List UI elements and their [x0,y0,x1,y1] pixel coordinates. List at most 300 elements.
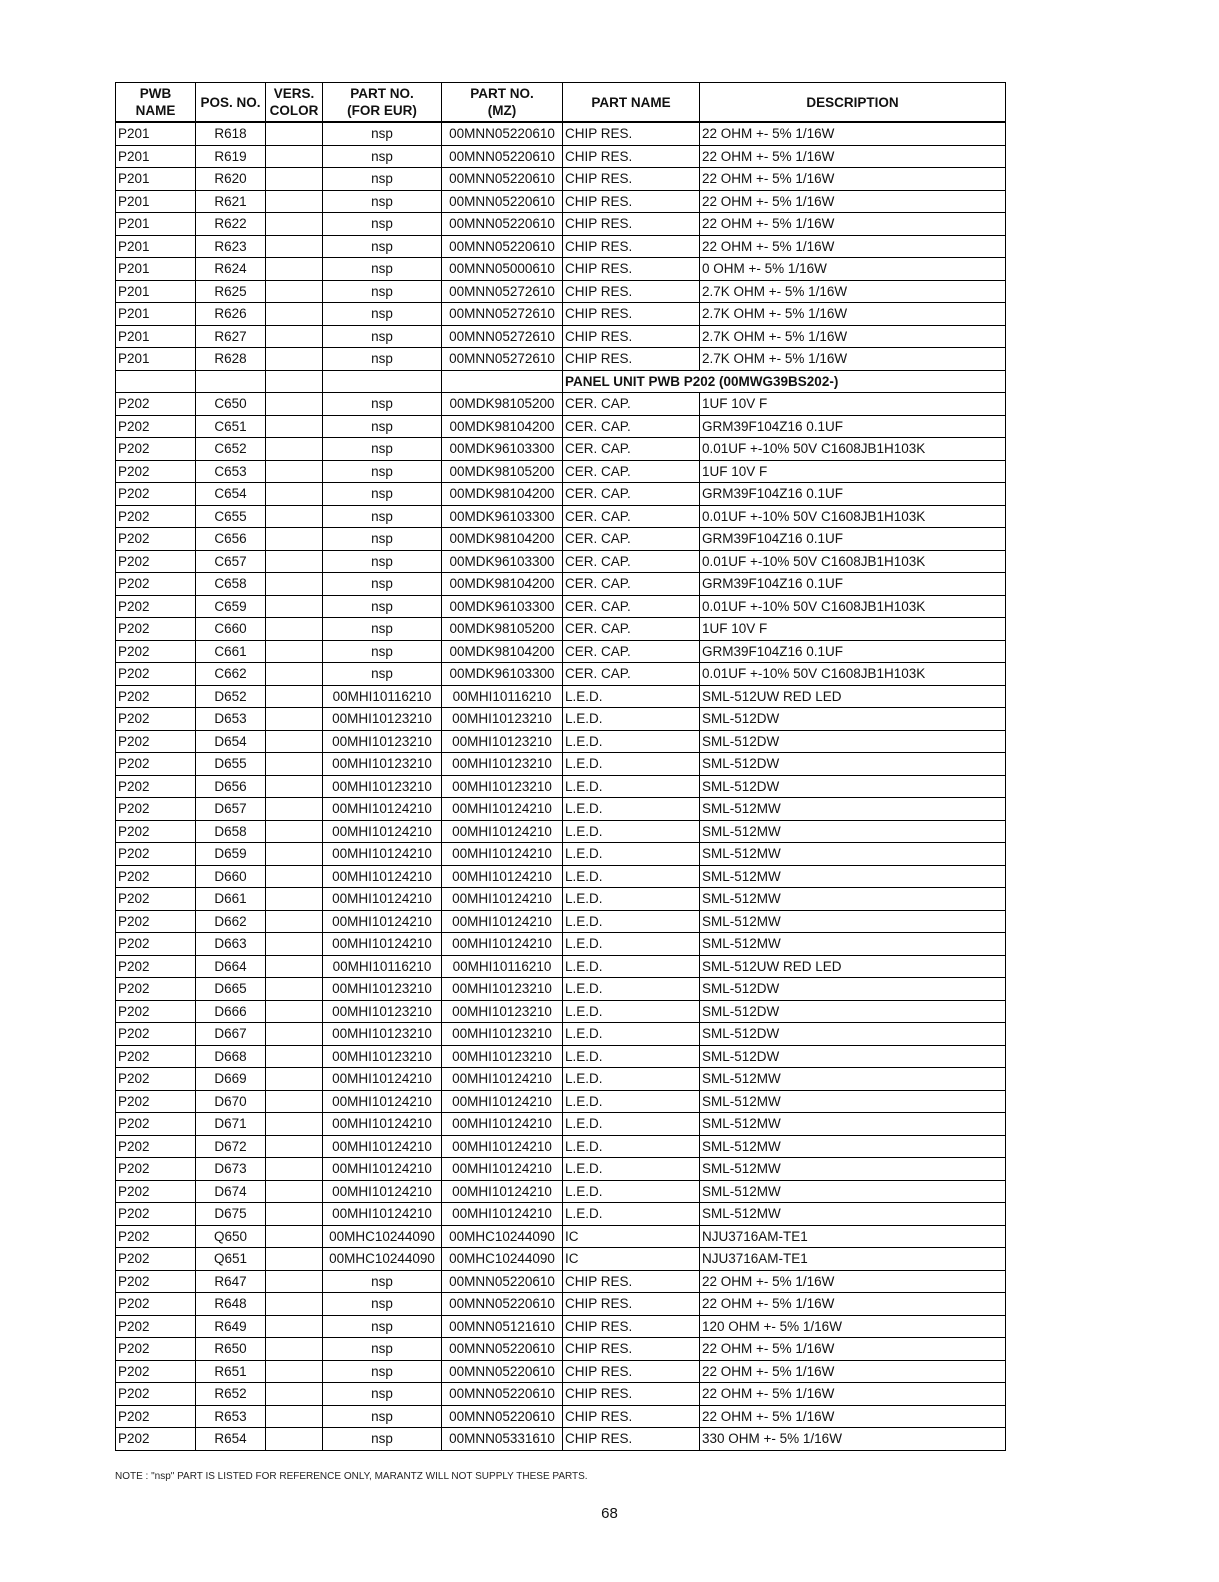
part-no-mz-cell: 00MNN05331610 [442,1428,563,1451]
part-no-eur-cell: 00MHI10123210 [323,730,442,753]
table-row [116,438,1006,461]
pwb-name-cell: P202 [116,1248,196,1271]
part-no-mz-cell: 00MDK98104200 [442,415,563,438]
pos-no-cell: D663 [196,933,266,956]
part-no-eur-cell: nsp [323,618,442,641]
pwb-name-cell: P202 [116,865,196,888]
part-no-mz-cell: 00MHI10124210 [442,798,563,821]
pwb-name-cell: P202 [116,663,196,686]
part-no-mz-cell: 00MDK96103300 [442,550,563,573]
part-no-eur-cell: nsp [323,595,442,618]
pos-no-cell: D654 [196,730,266,753]
pwb-name-cell: P202 [116,438,196,461]
pwb-name-cell: P202 [116,460,196,483]
part-no-mz-cell: 00MHI10124210 [442,1158,563,1181]
table-row [116,1203,1006,1226]
part-no-mz-cell: 00MHC10244090 [442,1225,563,1248]
part-no-mz-cell: 00MDK98105200 [442,460,563,483]
description-cell: SML-512MW [700,843,1006,866]
pos-no-cell: C652 [196,438,266,461]
part-no-mz-cell: 00MHI10123210 [442,1023,563,1046]
pwb-name-cell: P201 [116,235,196,258]
pos-no-cell: D661 [196,888,266,911]
vers-color-cell [266,618,323,641]
pos-no-cell: C655 [196,505,266,528]
pos-no-cell: D673 [196,1158,266,1181]
part-no-mz-cell: 00MHI10124210 [442,843,563,866]
part-no-eur-cell: nsp [323,1360,442,1383]
part-no-mz-cell: 00MHC10244090 [442,1248,563,1271]
table-row [116,505,1006,528]
pos-no-cell: R618 [196,122,266,145]
description-cell: SML-512MW [700,1180,1006,1203]
pwb-name-cell: P202 [116,528,196,551]
part-name-cell: CHIP RES. [563,122,700,145]
pwb-name-cell: P202 [116,1293,196,1316]
pwb-name-cell: P202 [116,978,196,1001]
table-row [116,1068,1006,1091]
part-name-cell: CHIP RES. [563,1293,700,1316]
description-cell: 22 OHM +- 5% 1/16W [700,122,1006,145]
table-row [116,1405,1006,1428]
pos-no-cell: R627 [196,325,266,348]
table-row [116,483,1006,506]
pos-no-cell: R650 [196,1338,266,1361]
description-cell: 0.01UF +-10% 50V C1608JB1H103K [700,663,1006,686]
pwb-name-cell: P202 [116,393,196,416]
description-cell: SML-512MW [700,865,1006,888]
table-row [116,1428,1006,1451]
table-row [116,415,1006,438]
part-name-cell: L.E.D. [563,865,700,888]
part-no-eur-cell: nsp [323,550,442,573]
pwb-name-cell: P202 [116,820,196,843]
part-no-eur-cell: nsp [323,663,442,686]
part-no-mz-cell: 00MNN05272610 [442,303,563,326]
description-cell: 330 OHM +- 5% 1/16W [700,1428,1006,1451]
description-cell: 0.01UF +-10% 50V C1608JB1H103K [700,550,1006,573]
pos-no-cell: C653 [196,460,266,483]
pos-no-cell: D660 [196,865,266,888]
table-row [116,235,1006,258]
pwb-name-cell: P202 [116,753,196,776]
part-no-mz-cell: 00MHI10123210 [442,730,563,753]
pwb-name-cell: P202 [116,798,196,821]
pwb-name-cell: P202 [116,843,196,866]
part-no-eur-cell: nsp [323,415,442,438]
vers-color-cell [266,753,323,776]
pos-no-cell: D667 [196,1023,266,1046]
table-row [116,1158,1006,1181]
footnote: NOTE : "nsp" PART IS LISTED FOR REFERENCE ONLY, MARANTZ WILL NOT SUPPLY THESE PARTS. [115,1471,588,1482]
description-cell: GRM39F104Z16 0.1UF [700,483,1006,506]
part-no-eur-cell: 00MHI10124210 [323,798,442,821]
part-no-eur-cell: 00MHI10124210 [323,1158,442,1181]
part-name-cell: CER. CAP. [563,415,700,438]
description-cell: SML-512MW [700,933,1006,956]
part-no-eur-cell: 00MHI10123210 [323,708,442,731]
pos-no-cell: R626 [196,303,266,326]
table-row [116,1270,1006,1293]
part-name-cell: CHIP RES. [563,190,700,213]
pos-no-cell: R651 [196,1360,266,1383]
pwb-name-cell: P201 [116,213,196,236]
description-cell: GRM39F104Z16 0.1UF [700,415,1006,438]
description-cell: SML-512MW [700,910,1006,933]
header-part-no-mz: PART NO. (MZ) [442,83,563,123]
table-row [116,1113,1006,1136]
part-no-mz-cell: 00MDK98105200 [442,618,563,641]
description-cell: SML-512MW [700,1158,1006,1181]
pos-no-cell: Q651 [196,1248,266,1271]
pwb-name-cell: P202 [116,415,196,438]
description-cell: SML-512DW [700,775,1006,798]
description-cell: 22 OHM +- 5% 1/16W [700,235,1006,258]
table-row [116,168,1006,191]
part-no-eur-cell: nsp [323,640,442,663]
vers-color-cell [266,460,323,483]
pos-no-cell: R619 [196,145,266,168]
part-no-eur-cell: nsp [323,303,442,326]
header-pwb-name: PWB NAME [116,83,196,123]
part-no-mz-cell [442,370,563,393]
table-row [116,730,1006,753]
description-cell: 22 OHM +- 5% 1/16W [700,1405,1006,1428]
description-cell: 1UF 10V F [700,618,1006,641]
part-no-eur-cell: nsp [323,483,442,506]
vers-color-cell [266,1158,323,1181]
pos-no-cell: C658 [196,573,266,596]
part-name-cell: L.E.D. [563,1090,700,1113]
part-name-cell: CER. CAP. [563,573,700,596]
vers-color-cell [266,550,323,573]
description-cell: 0 OHM +- 5% 1/16W [700,258,1006,281]
part-no-eur-cell: 00MHI10124210 [323,1135,442,1158]
pos-no-cell [196,370,266,393]
vers-color-cell [266,438,323,461]
description-cell: 2.7K OHM +- 5% 1/16W [700,280,1006,303]
table-row [116,618,1006,641]
table-row [116,190,1006,213]
pwb-name-cell: P202 [116,1383,196,1406]
table-row [116,145,1006,168]
part-name-cell: CHIP RES. [563,168,700,191]
vers-color-cell [266,145,323,168]
vers-color-cell [266,1045,323,1068]
part-no-eur-cell: 00MHI10116210 [323,955,442,978]
vers-color-cell [266,1248,323,1271]
part-no-eur-cell: nsp [323,280,442,303]
vers-color-cell [266,1338,323,1361]
vers-color-cell [266,370,323,393]
vers-color-cell [266,1225,323,1248]
part-no-eur-cell: 00MHI10123210 [323,1023,442,1046]
description-cell: 2.7K OHM +- 5% 1/16W [700,348,1006,371]
pos-no-cell: C656 [196,528,266,551]
pos-no-cell: D670 [196,1090,266,1113]
pwb-name-cell: P201 [116,122,196,145]
pos-no-cell: D657 [196,798,266,821]
part-name-cell: L.E.D. [563,775,700,798]
part-no-mz-cell: 00MHI10123210 [442,978,563,1001]
pos-no-cell: D666 [196,1000,266,1023]
part-name-cell: CHIP RES. [563,1315,700,1338]
part-no-mz-cell: 00MNN05220610 [442,122,563,145]
table-row [116,685,1006,708]
table-row [116,910,1006,933]
pwb-name-cell: P202 [116,1090,196,1113]
table-row [116,820,1006,843]
part-no-eur-cell: nsp [323,438,442,461]
pos-no-cell: D674 [196,1180,266,1203]
part-no-eur-cell: 00MHI10124210 [323,1068,442,1091]
description-cell: SML-512DW [700,978,1006,1001]
table-row [116,258,1006,281]
part-name-cell: CHIP RES. [563,280,700,303]
table-row [116,1045,1006,1068]
part-name-cell: L.E.D. [563,1203,700,1226]
part-no-mz-cell: 00MHI10124210 [442,1180,563,1203]
part-no-eur-cell: nsp [323,1293,442,1316]
part-no-mz-cell: 00MHI10124210 [442,865,563,888]
pwb-name-cell: P202 [116,910,196,933]
part-name-cell: CHIP RES. [563,1338,700,1361]
part-no-mz-cell: 00MNN05220610 [442,213,563,236]
part-name-cell: CHIP RES. [563,235,700,258]
part-no-eur-cell: 00MHI10124210 [323,820,442,843]
part-no-eur-cell: nsp [323,505,442,528]
part-no-mz-cell: 00MHI10123210 [442,708,563,731]
table-row [116,1090,1006,1113]
pos-no-cell: R625 [196,280,266,303]
description-cell: 0.01UF +-10% 50V C1608JB1H103K [700,595,1006,618]
part-no-mz-cell: 00MDK98104200 [442,483,563,506]
part-no-eur-cell: 00MHC10244090 [323,1225,442,1248]
part-name-cell: L.E.D. [563,955,700,978]
description-cell: 2.7K OHM +- 5% 1/16W [700,325,1006,348]
pwb-name-cell: P202 [116,1360,196,1383]
part-name-cell: L.E.D. [563,1180,700,1203]
part-no-mz-cell: 00MNN05220610 [442,1405,563,1428]
vers-color-cell [266,1000,323,1023]
part-name-cell: CER. CAP. [563,460,700,483]
part-no-eur-cell: 00MHI10124210 [323,1113,442,1136]
part-name-cell: L.E.D. [563,978,700,1001]
part-name-cell: CER. CAP. [563,393,700,416]
part-no-mz-cell: 00MHI10124210 [442,820,563,843]
part-name-cell: L.E.D. [563,910,700,933]
part-no-mz-cell: 00MDK96103300 [442,663,563,686]
pos-no-cell: D659 [196,843,266,866]
part-no-mz-cell: 00MNN05220610 [442,190,563,213]
pos-no-cell: D672 [196,1135,266,1158]
pos-no-cell: D652 [196,685,266,708]
description-cell: SML-512MW [700,820,1006,843]
pwb-name-cell: P202 [116,1113,196,1136]
description-cell: 120 OHM +- 5% 1/16W [700,1315,1006,1338]
part-no-mz-cell: 00MNN05220610 [442,1338,563,1361]
part-no-mz-cell: 00MDK96103300 [442,595,563,618]
table-row [116,1248,1006,1271]
part-no-eur-cell: nsp [323,258,442,281]
vers-color-cell [266,730,323,753]
pos-no-cell: C654 [196,483,266,506]
pos-no-cell: R623 [196,235,266,258]
pos-no-cell: C660 [196,618,266,641]
pwb-name-cell: P202 [116,1180,196,1203]
part-no-mz-cell: 00MNN05220610 [442,168,563,191]
part-no-mz-cell: 00MDK98105200 [442,393,563,416]
part-name-cell: L.E.D. [563,1045,700,1068]
part-no-eur-cell: 00MHI10116210 [323,685,442,708]
pwb-name-cell: P201 [116,145,196,168]
vers-color-cell [266,1068,323,1091]
description-cell: 22 OHM +- 5% 1/16W [700,168,1006,191]
pwb-name-cell: P202 [116,730,196,753]
table-row [116,1338,1006,1361]
part-no-eur-cell: nsp [323,348,442,371]
table-row [116,775,1006,798]
pos-no-cell: C651 [196,415,266,438]
vers-color-cell [266,775,323,798]
table-row [116,933,1006,956]
table-row [116,865,1006,888]
part-no-eur-cell: nsp [323,460,442,483]
vers-color-cell [266,865,323,888]
description-cell: 22 OHM +- 5% 1/16W [700,1293,1006,1316]
vers-color-cell [266,843,323,866]
part-name-cell: L.E.D. [563,888,700,911]
description-cell: SML-512DW [700,708,1006,731]
vers-color-cell [266,1360,323,1383]
description-cell: 22 OHM +- 5% 1/16W [700,213,1006,236]
table-row [116,1180,1006,1203]
part-no-eur-cell: 00MHI10124210 [323,865,442,888]
pos-no-cell: R624 [196,258,266,281]
pwb-name-cell: P202 [116,618,196,641]
table-row [116,708,1006,731]
part-no-eur-cell: nsp [323,1428,442,1451]
part-name-cell: L.E.D. [563,1158,700,1181]
pos-no-cell: D653 [196,708,266,731]
description-cell: 22 OHM +- 5% 1/16W [700,1338,1006,1361]
part-name-cell: L.E.D. [563,1135,700,1158]
part-name-cell: CHIP RES. [563,258,700,281]
vers-color-cell [266,888,323,911]
pwb-name-cell: P202 [116,685,196,708]
description-cell: SML-512DW [700,1023,1006,1046]
pwb-name-cell: P202 [116,1023,196,1046]
vers-color-cell [266,393,323,416]
part-name-cell: L.E.D. [563,685,700,708]
pos-no-cell: D669 [196,1068,266,1091]
table-row [116,122,1006,145]
part-name-cell: CHIP RES. [563,1405,700,1428]
part-no-mz-cell: 00MNN05220610 [442,1270,563,1293]
description-cell: SML-512UW RED LED [700,685,1006,708]
vers-color-cell [266,1203,323,1226]
description-cell: 2.7K OHM +- 5% 1/16W [700,303,1006,326]
pwb-name-cell [116,370,196,393]
pos-no-cell: R648 [196,1293,266,1316]
pwb-name-cell: P201 [116,303,196,326]
part-no-mz-cell: 00MNN05220610 [442,1360,563,1383]
vers-color-cell [266,303,323,326]
part-no-mz-cell: 00MNN05220610 [442,1383,563,1406]
part-no-mz-cell: 00MDK98104200 [442,528,563,551]
part-name-cell: CHIP RES. [563,213,700,236]
part-no-mz-cell: 00MHI10124210 [442,888,563,911]
pos-no-cell: Q650 [196,1225,266,1248]
description-cell: 0.01UF +-10% 50V C1608JB1H103K [700,438,1006,461]
part-no-eur-cell: 00MHC10244090 [323,1248,442,1271]
pos-no-cell: D668 [196,1045,266,1068]
description-cell: 22 OHM +- 5% 1/16W [700,1360,1006,1383]
pos-no-cell: C662 [196,663,266,686]
part-no-mz-cell: 00MHI10123210 [442,753,563,776]
description-cell: SML-512DW [700,1000,1006,1023]
pos-no-cell: R622 [196,213,266,236]
table-row [116,370,1006,393]
part-no-mz-cell: 00MHI10123210 [442,1045,563,1068]
vers-color-cell [266,978,323,1001]
part-no-mz-cell: 00MNN05220610 [442,145,563,168]
table-row [116,1315,1006,1338]
part-name-cell: CHIP RES. [563,1270,700,1293]
table-row [116,573,1006,596]
part-no-mz-cell: 00MDK98104200 [442,573,563,596]
part-no-eur-cell: 00MHI10123210 [323,978,442,1001]
part-name-cell: CHIP RES. [563,1428,700,1451]
pwb-name-cell: P202 [116,1225,196,1248]
description-cell: SML-512MW [700,1203,1006,1226]
part-no-eur-cell: nsp [323,145,442,168]
part-name-cell: CER. CAP. [563,505,700,528]
part-name-cell: L.E.D. [563,798,700,821]
part-no-mz-cell: 00MHI10124210 [442,1090,563,1113]
description-cell: SML-512DW [700,730,1006,753]
table-row [116,1360,1006,1383]
table-row [116,550,1006,573]
part-no-eur-cell: 00MHI10123210 [323,775,442,798]
table-row [116,280,1006,303]
part-no-eur-cell: nsp [323,1383,442,1406]
header-pos-no: POS. NO. [196,83,266,123]
part-name-cell: CER. CAP. [563,483,700,506]
part-no-mz-cell: 00MHI10124210 [442,1113,563,1136]
pwb-name-cell: P201 [116,280,196,303]
part-no-mz-cell: 00MHI10116210 [442,685,563,708]
part-no-mz-cell: 00MHI10124210 [442,910,563,933]
table-row [116,1383,1006,1406]
vers-color-cell [266,528,323,551]
part-no-mz-cell: 00MNN05272610 [442,280,563,303]
part-no-eur-cell: nsp [323,122,442,145]
table-body [116,122,1006,1450]
part-name-cell: L.E.D. [563,820,700,843]
vers-color-cell [266,1113,323,1136]
pos-no-cell: D664 [196,955,266,978]
part-name-cell: L.E.D. [563,1023,700,1046]
part-name-cell: CHIP RES. [563,303,700,326]
part-no-mz-cell: 00MHI10124210 [442,933,563,956]
pos-no-cell: R654 [196,1428,266,1451]
header-part-no-eur: PART NO. (FOR EUR) [323,83,442,123]
table-row [116,393,1006,416]
part-name-cell: CER. CAP. [563,618,700,641]
vers-color-cell [266,280,323,303]
description-cell: 1UF 10V F [700,393,1006,416]
